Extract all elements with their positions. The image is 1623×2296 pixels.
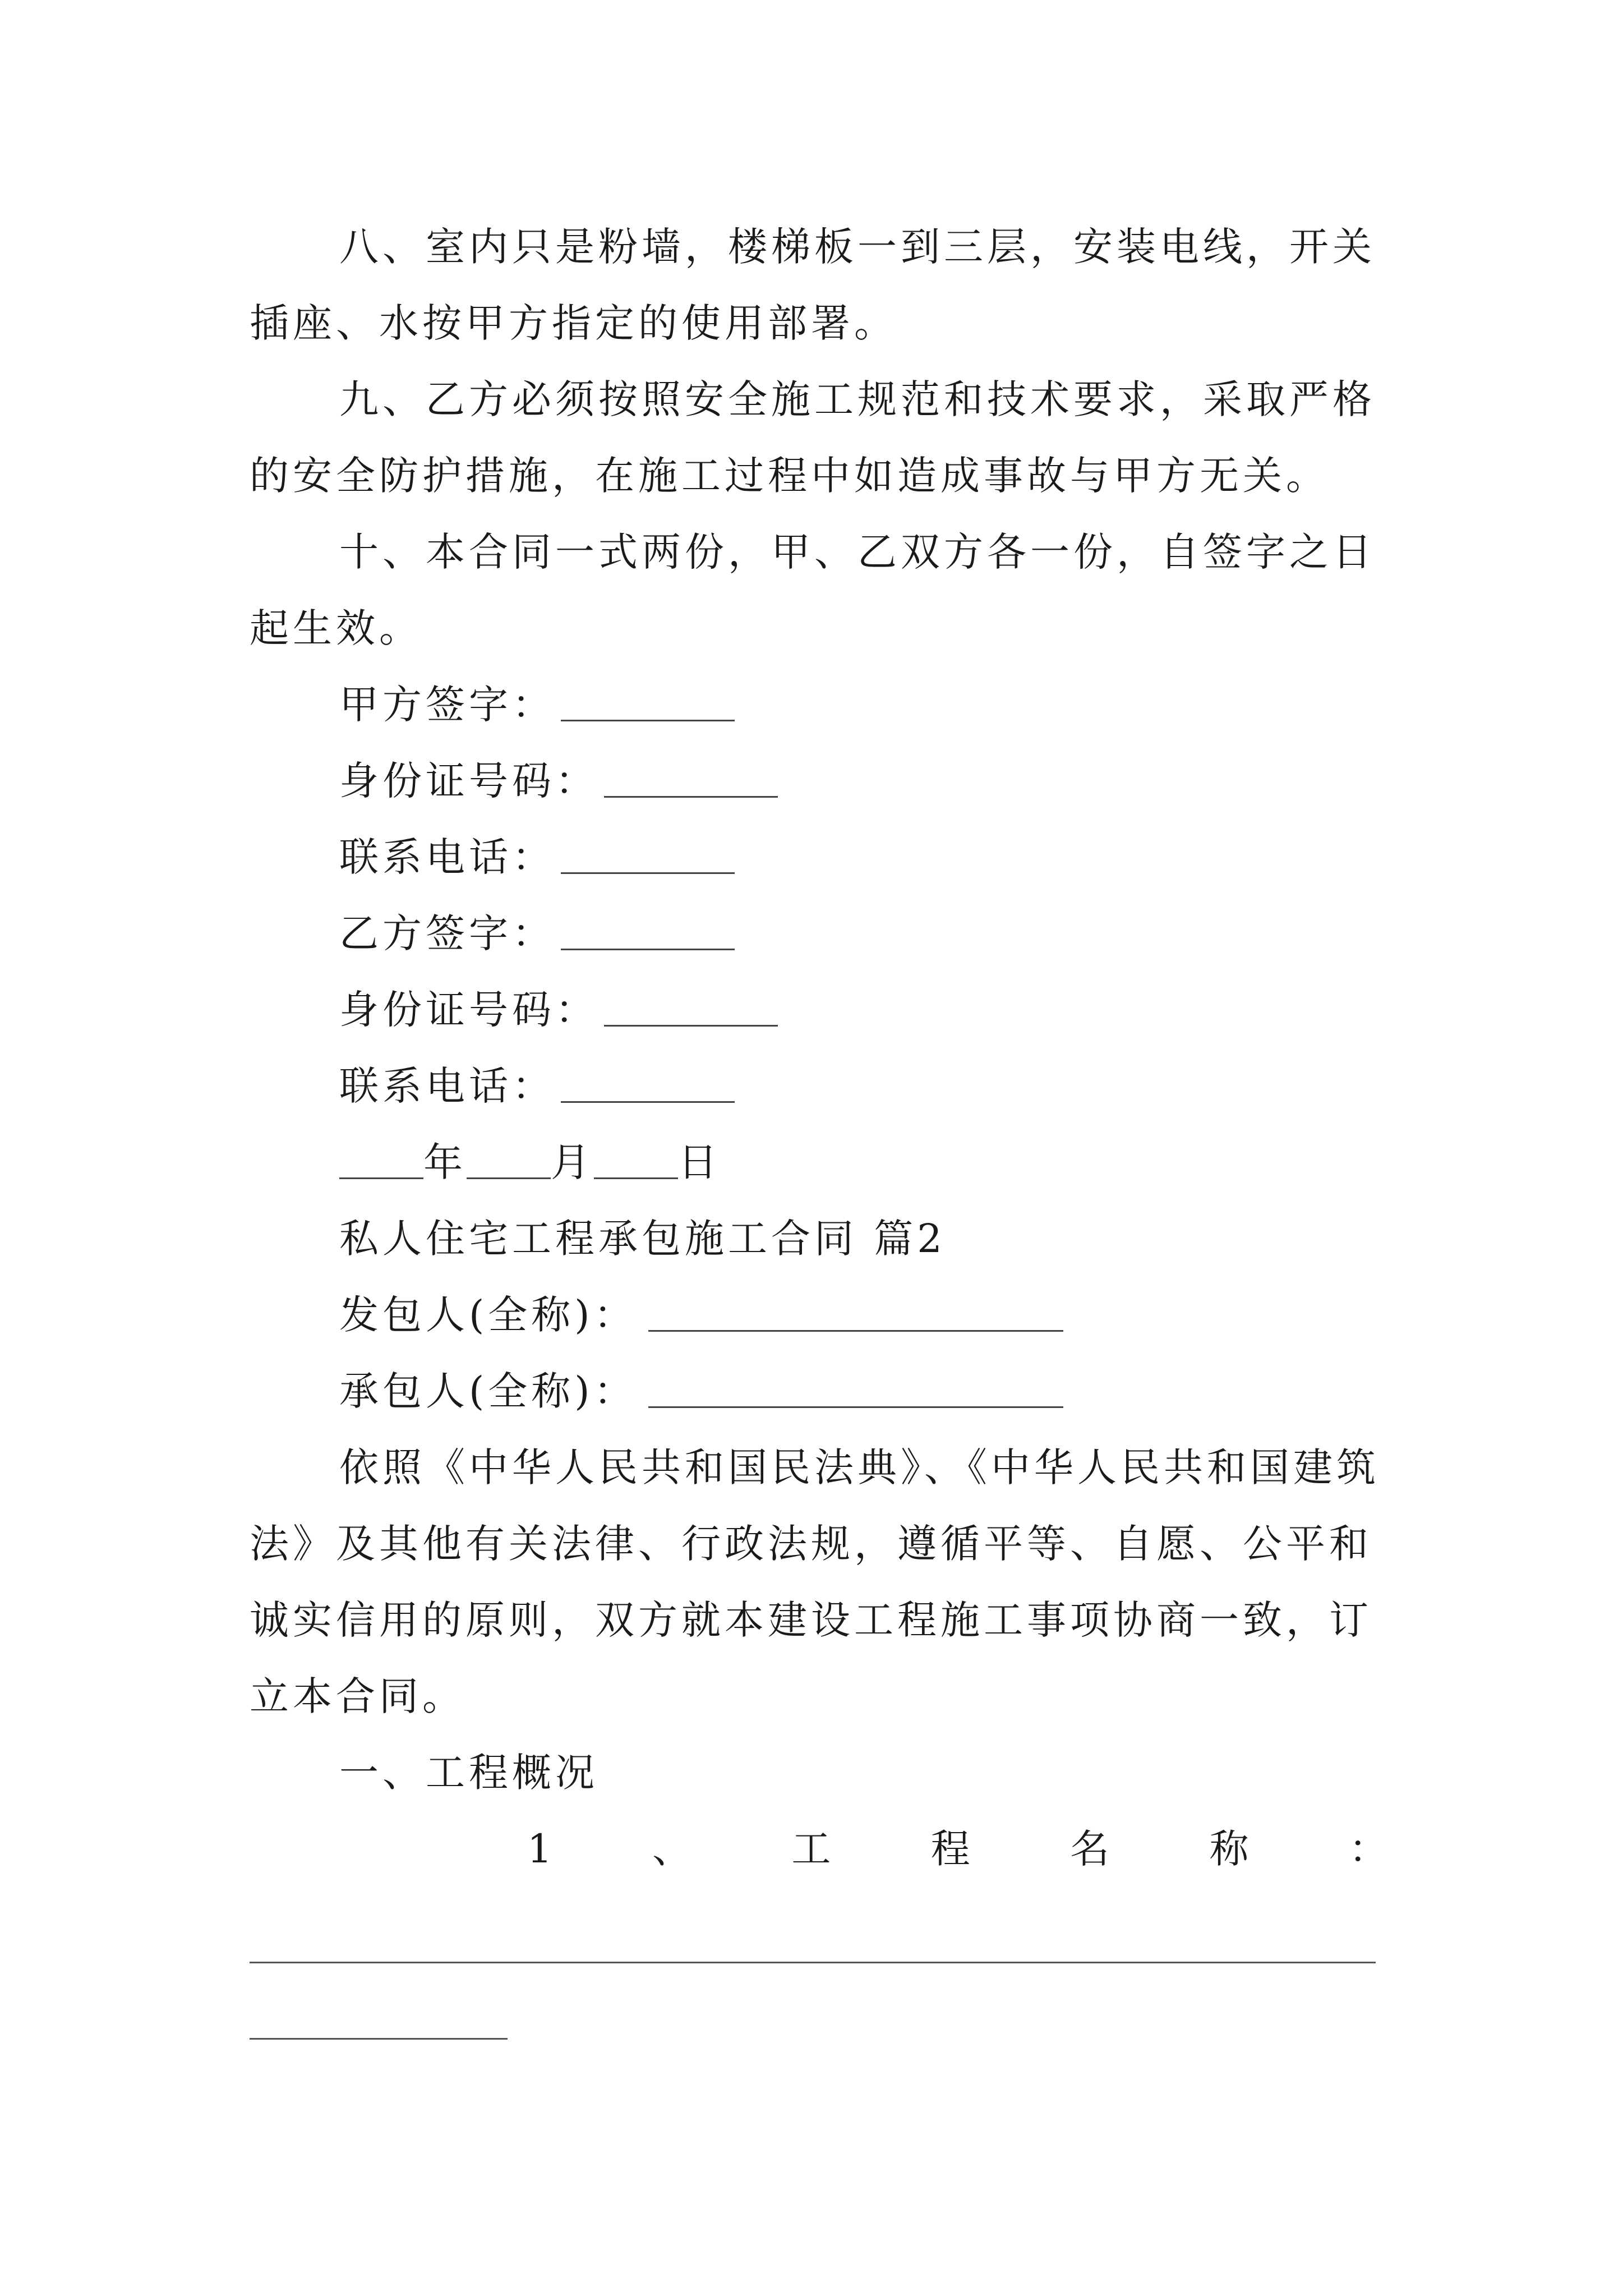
party-a-id-row [250, 743, 1388, 819]
project-name-char: ： [1348, 1826, 1388, 1872]
clause-9-line-2: 的安全防护措施，在施工过程中如造成事故与甲方无关。 [250, 453, 1329, 499]
intro-line-2: 法》及其他有关法律、行政法规，遵循平等、自愿、公平和 [250, 1521, 1372, 1567]
party-b-phone-blank[interactable] [561, 1062, 735, 1103]
year-label: 年 [423, 1139, 467, 1185]
party-b-signature-label: 乙方签字： [339, 910, 555, 956]
party-b-phone-label: 联系电话： [339, 1063, 555, 1109]
month-blank[interactable] [467, 1138, 551, 1179]
month-label: 月 [551, 1139, 594, 1185]
employer-label: 发包人(全称)： [339, 1292, 637, 1338]
party-b-id-row [250, 972, 1388, 1048]
party-b-id-label: 身份证号码： [339, 987, 598, 1033]
party-a-phone-row [250, 819, 1388, 895]
party-a-signature-row [250, 666, 1388, 743]
employer-blank[interactable] [648, 1291, 1063, 1332]
contractor-label: 承包人(全称)： [339, 1368, 637, 1414]
date-row [250, 1124, 1388, 1200]
clause-9-line-1: 九、乙方必须按照安全施工规范和技术要求，采取严格 [339, 376, 1376, 422]
day-label: 日 [678, 1139, 721, 1185]
employer-row [250, 1277, 1388, 1353]
clause-8-line-2: 插座、水按甲方指定的使用部署。 [250, 300, 897, 346]
project-name-blank-continued[interactable] [250, 2038, 508, 2040]
year-blank[interactable] [339, 1138, 423, 1179]
party-b-signature-blank[interactable] [561, 909, 735, 950]
project-name-label [250, 1811, 1388, 1887]
project-name-char: 名 [1070, 1826, 1110, 1872]
project-name-char: 工 [791, 1826, 831, 1872]
heading-project-overview: 一、工程概况 [339, 1750, 598, 1796]
intro-line-3: 诚实信用的原则，双方就本建设工程施工事项协商一致，订 [250, 1597, 1372, 1643]
project-name-char: 称 [1209, 1826, 1249, 1872]
party-a-signature-blank[interactable] [561, 680, 735, 721]
clause-10-line-2: 起生效。 [250, 605, 422, 651]
section-2-title: 私人住宅工程承包施工合同 篇2 [339, 1216, 946, 1262]
day-blank[interactable] [594, 1138, 678, 1179]
contractor-row [250, 1353, 1388, 1429]
document-content [250, 209, 1388, 1887]
party-a-signature-label: 甲方签字： [339, 682, 555, 728]
contractor-blank[interactable] [648, 1367, 1063, 1408]
clause-8-line-1: 八、室内只是粉墙，楼梯板一到三层，安装电线，开关 [339, 224, 1376, 270]
party-b-phone-row [250, 1048, 1388, 1124]
party-a-phone-label: 联系电话： [339, 834, 555, 880]
party-a-phone-blank[interactable] [561, 833, 735, 874]
project-name-char: 程 [930, 1826, 970, 1872]
party-b-signature-row [250, 895, 1388, 972]
project-name-char: 1 [527, 1826, 552, 1872]
intro-line-1: 依照《中华人民共和国民法典》、《中华人民共和国建筑 [339, 1444, 1380, 1490]
project-name-row [250, 1811, 1388, 1887]
party-a-id-label: 身份证号码： [339, 758, 598, 804]
party-a-id-blank[interactable] [604, 757, 778, 798]
clause-10-line-1: 十、本合同一式两份，甲、乙双方各一份，自签字之日 [339, 529, 1376, 575]
intro-line-4: 立本合同。 [250, 1673, 465, 1719]
project-name-char: 、 [652, 1826, 691, 1872]
project-name-blank[interactable] [250, 1962, 1376, 1963]
party-b-id-blank[interactable] [604, 986, 778, 1027]
